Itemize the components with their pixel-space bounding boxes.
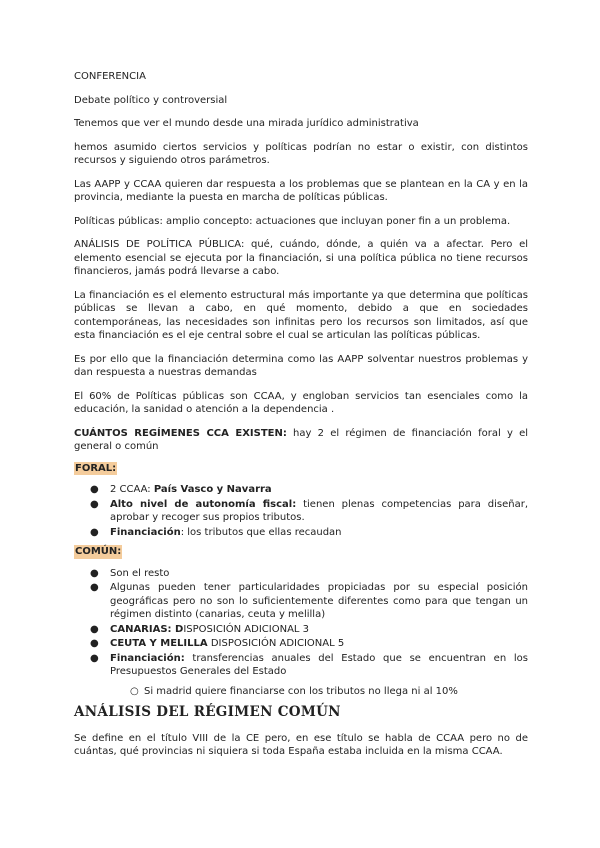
bullet-icon: ● (90, 484, 99, 495)
section-heading: ANÁLISIS DEL RÉGIMEN COMÚN (74, 704, 341, 720)
text: Algunas pueden tener particularidades propiciadas por su especial posición geográficas pero no son lo suficientemente diferentes como para que tengan un régimen distinto (canarias, ceuta y melilla) (110, 582, 528, 620)
foral-heading-line (74, 462, 528, 476)
bullet-icon: ● (90, 567, 99, 579)
paragraph: El 60% de Políticas públicas son CCAA, y engloban servicios tan esenciales como la educación, la sanidad o atención a la dependencia . (74, 390, 528, 415)
paragraph: Las AAPP y CCAA quieren dar respuesta a los problemas que se plantean en la CA y en la provincia, mediante la puesta en marcha de políticas públicas. (74, 178, 528, 203)
document-page (74, 70, 528, 759)
text: tienen plenas competencias para diseñar, aprobar y recoger sus propios tributos. (110, 498, 529, 523)
bullet-icon: ● (90, 498, 99, 510)
text: DISPOSICIÓN ADICIONAL 5 (207, 638, 345, 649)
list-item (74, 483, 528, 497)
foral-heading: FORAL: (75, 462, 117, 474)
comun-heading-line (74, 545, 528, 559)
text: Son el resto (110, 567, 170, 579)
paragraph: La financiación es el elemento estructural más importante ya que determina que políticas públicas se llevan a cabo, en qué momento, debido a que en sociedades contemporáneas, las necesidades son infinitas pero los recursos son limitados, así que esta financiación es el eje central sobre el cual se articulan las políticas públicas. (74, 289, 528, 341)
foral-list (74, 483, 528, 539)
list-item (74, 567, 528, 581)
paragraph-regimenes (74, 427, 528, 454)
title-conferencia: CONFERENCIA (74, 71, 146, 82)
text: ISPOSICIÓN ADICIONAL 3 (183, 623, 310, 635)
list-item (74, 623, 528, 637)
paragraph: hemos asumido ciertos servicios y políticas podrían no estar o existir, con distintos recursos y siguiendo otros parámetros. (74, 141, 528, 166)
bullet-icon: ● (90, 652, 99, 664)
bold-text: CEUTA Y MELILLA (110, 638, 208, 649)
list-item (74, 637, 528, 651)
bullet-icon: ● (90, 623, 99, 635)
paragraph: Tenemos que ver el mundo desde una mirada jurídico administrativa (74, 118, 419, 129)
bold-text: Financiación (110, 526, 181, 538)
comun-sublist (74, 685, 528, 699)
text: : los tributos que ellas recaudan (180, 526, 342, 538)
bullet-icon: ● (90, 582, 99, 593)
circle-bullet-icon: ○ (130, 685, 139, 697)
paragraph: Políticas públicas: amplio concepto: actuaciones que incluyan poner fin a un problema. (74, 215, 511, 227)
text: transferencias anuales del Estado que se encuentran en los Presupuestos Generales del Estado (110, 652, 528, 677)
paragraph: Es por ello que la financiación determina como las AAPP solventar nuestros problemas y dan respuesta a nuestras demandas (74, 353, 528, 378)
comun-heading: COMÚN: (75, 546, 122, 557)
bullet-icon: ● (90, 526, 99, 538)
bold-text: Alto nivel de autonomía fiscal: (110, 498, 297, 510)
list-item (74, 581, 528, 622)
sub-list-item (74, 685, 528, 699)
list-item (74, 526, 528, 540)
bullet-icon: ● (90, 638, 99, 649)
paragraph: Se define en el título VIII de la CE pero, en ese título se habla de CCAA pero no de cuántas, qué provincias ni siquiera si toda España estaba incluida en la misma CCAA. (74, 732, 528, 757)
bold-text: Financiación: (110, 652, 185, 664)
comun-list (74, 567, 528, 679)
text: Si madrid quiere financiarse con los tributos no llega ni al 10% (144, 685, 458, 697)
bold-text: País Vasco y Navarra (153, 484, 272, 495)
paragraph: Debate político y controversial (74, 94, 228, 106)
bold-text: CANARIAS: D (110, 623, 184, 635)
list-item (74, 498, 528, 525)
text: 2 CCAA: (110, 484, 154, 495)
paragraph: ANÁLISIS DE POLÍTICA PÚBLICA: qué, cuándo, dónde, a quién va a afectar. Pero el elemento esencial se ejecuta por la financiación, si una política pública no tiene recursos financieros, jamás podrá llevarse a cabo. (74, 239, 528, 277)
text: hay 2 el régimen de financiación foral y el general o común (74, 427, 529, 452)
list-item (74, 652, 528, 679)
bold-text: CUÁNTOS REGÍMENES CCA EXISTEN: (74, 427, 287, 439)
